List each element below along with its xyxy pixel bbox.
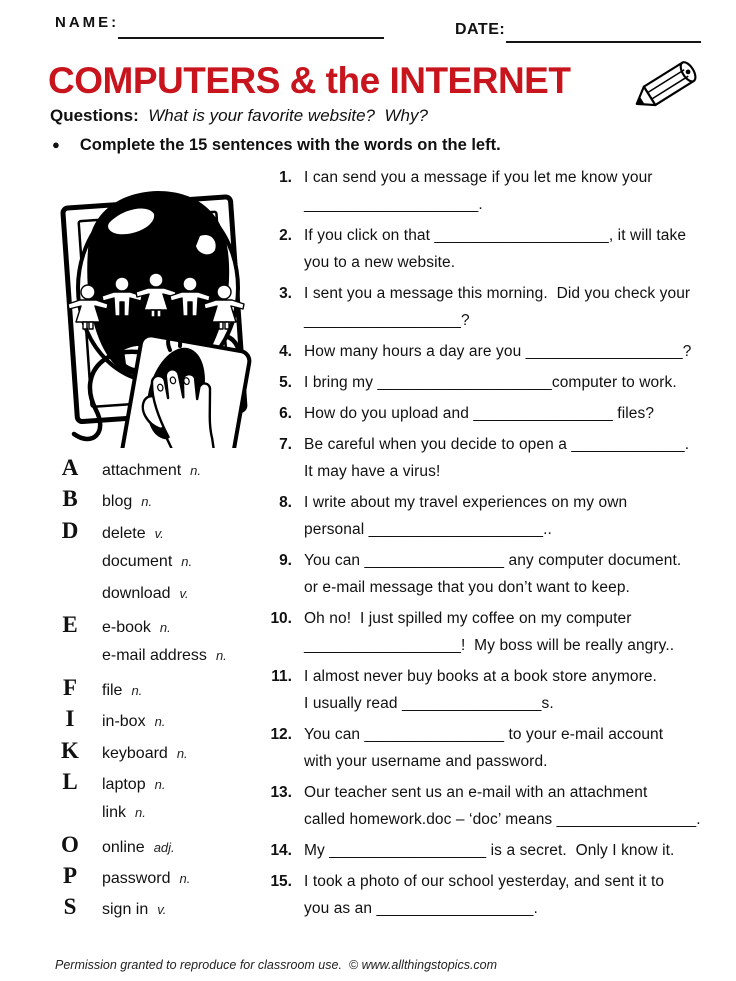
- part-of-speech: n.: [131, 682, 143, 698]
- part-of-speech: v.: [154, 525, 164, 541]
- word-item: [55, 609, 270, 640]
- sentence-line: You can ________________ to your e-mail account: [304, 726, 664, 743]
- word: e-mail address: [102, 647, 207, 665]
- sentence: [262, 489, 712, 543]
- questions-label: Questions:: [50, 106, 139, 125]
- part-of-speech: n.: [159, 619, 171, 635]
- word-item: [55, 891, 270, 922]
- sentence-line: ____________________.: [304, 196, 483, 213]
- sentence: [262, 400, 712, 427]
- sentence-line: __________________! My boss will be really angry..: [304, 637, 675, 654]
- bullet-icon: ●: [52, 137, 60, 152]
- sentence: [262, 779, 712, 833]
- sentence-number: 6.: [279, 405, 292, 422]
- sentence-line: You can ________________ any computer document.: [304, 552, 682, 569]
- sentence-lines: [304, 837, 674, 864]
- sentence-number: 7.: [279, 436, 292, 453]
- word: document: [102, 553, 173, 571]
- word: delete: [102, 524, 146, 542]
- index-letter: P: [62, 863, 78, 889]
- word: link: [102, 804, 127, 822]
- index-letter: S: [63, 894, 77, 920]
- sentence-line: I took a photo of our school yesterday, and sent it to: [304, 873, 665, 890]
- sentence: [262, 721, 712, 775]
- word: e-book: [102, 618, 151, 636]
- sentence: [262, 369, 712, 396]
- index-letter: E: [62, 611, 78, 637]
- part-of-speech: v.: [179, 585, 189, 601]
- sentence: [262, 837, 712, 864]
- sentence-line: personal ____________________..: [304, 521, 552, 538]
- sentence-number: 8.: [279, 494, 292, 511]
- date-blank-line: [506, 41, 701, 43]
- sentence-line: How many hours a day are you __________________?: [304, 343, 692, 360]
- index-letter: B: [62, 486, 78, 512]
- sentence-number: 11.: [271, 668, 292, 685]
- part-of-speech: v.: [157, 902, 167, 918]
- word-item: [55, 483, 270, 514]
- sentence-lines: [304, 164, 653, 218]
- word-item: [55, 452, 270, 483]
- sentence-number: 2.: [279, 227, 292, 244]
- pencil-icon: [628, 58, 706, 112]
- name-blank-line: [118, 37, 384, 39]
- word-item: [55, 829, 270, 860]
- index-letter: D: [61, 517, 79, 543]
- part-of-speech: n.: [176, 745, 188, 761]
- sentence-number: 10.: [270, 610, 292, 627]
- part-of-speech: n.: [135, 805, 146, 821]
- sentence-number: 4.: [279, 343, 292, 360]
- word: file: [102, 681, 123, 699]
- part-of-speech: adj.: [153, 839, 175, 855]
- sentence-lines: [304, 280, 690, 334]
- sentence: [262, 868, 712, 922]
- part-of-speech: n.: [154, 714, 166, 730]
- word-item: [55, 797, 270, 828]
- word: blog: [102, 493, 133, 511]
- sentence-line: you as an __________________.: [304, 900, 538, 917]
- index-letter: F: [62, 674, 78, 700]
- sentence-lines: [304, 489, 627, 543]
- instruction-line: [52, 136, 501, 155]
- sentence-lines: [304, 721, 663, 775]
- sentence-line: you to a new website.: [304, 254, 456, 271]
- index-letter: I: [65, 706, 75, 732]
- sentence-number: 9.: [279, 552, 292, 569]
- sentence-line: I almost never buy books at a book store anymore.: [304, 668, 657, 685]
- index-letter: K: [61, 737, 79, 763]
- part-of-speech: n.: [190, 463, 201, 478]
- sentence-line: I can send you a message if you let me know your: [304, 169, 653, 186]
- footer-text: Permission granted to reproduce for classroom use. © www.allthingstopics.com: [55, 958, 498, 972]
- index-letter: L: [62, 768, 78, 794]
- sentence: [262, 164, 712, 218]
- sentence-line: I write about my travel experiences on my own: [304, 494, 628, 511]
- word-item: [55, 515, 270, 546]
- sentence-lines: [304, 779, 701, 833]
- sentence-number: 3.: [279, 285, 292, 302]
- sentence: [262, 280, 712, 334]
- sentence: [262, 222, 712, 276]
- sentence-number: 14.: [270, 842, 292, 859]
- word: password: [102, 870, 171, 888]
- part-of-speech: n.: [215, 648, 227, 664]
- sentence-line: called homework.doc – ‘doc’ means ________________.: [304, 811, 701, 828]
- sentence-lines: [304, 222, 686, 276]
- sentence-lines: [304, 431, 689, 485]
- sentence: [262, 663, 712, 717]
- date-label: DATE:: [455, 21, 506, 38]
- sentence-line: Our teacher sent us an e-mail with an attachment: [304, 784, 648, 801]
- word-item: [55, 578, 270, 609]
- instruction-text: Complete the 15 sentences with the words on the left.: [79, 136, 501, 154]
- word: in-box: [102, 713, 146, 731]
- part-of-speech: n.: [141, 494, 153, 510]
- globe-mouse-illustration: [58, 170, 268, 448]
- sentence-line: I sent you a message this morning. Did you check your: [304, 285, 691, 302]
- sentence-line: It may have a virus!: [304, 463, 441, 480]
- word: download: [102, 584, 171, 602]
- sentence-line: I bring my ____________________computer to work.: [304, 374, 677, 391]
- sentence-number: 13.: [270, 784, 292, 801]
- part-of-speech: n.: [181, 554, 193, 570]
- word-item: [55, 735, 270, 766]
- sentence-lines: [304, 868, 664, 922]
- sentence-line: with your username and password.: [304, 753, 548, 770]
- word-item: [55, 546, 270, 577]
- sentence-line: My __________________ is a secret. Only I know it.: [304, 842, 675, 859]
- questions-text: What is your favorite website? Why?: [148, 106, 428, 125]
- sentence-lines: [304, 547, 681, 601]
- word: laptop: [102, 775, 146, 793]
- word-item: [55, 672, 270, 703]
- word: sign in: [102, 901, 149, 919]
- sentence-lines: [304, 400, 654, 427]
- sentence-line: Be careful when you decide to open a _____________.: [304, 436, 690, 453]
- sentence: [262, 547, 712, 601]
- sentence-line: Oh no! I just spilled my coffee on my computer: [304, 610, 632, 627]
- word-list: [55, 452, 270, 923]
- sentence-number: 5.: [279, 374, 292, 391]
- sentence-line: How do you upload and ________________ files?: [304, 405, 655, 422]
- sentence-lines: [304, 338, 691, 365]
- page-title: COMPUTERS & the INTERNET: [48, 60, 571, 101]
- word: keyboard: [102, 744, 168, 762]
- questions-line: [50, 106, 428, 126]
- sentence: [262, 605, 712, 659]
- sentence-number: 1.: [279, 169, 292, 186]
- sentence: [262, 338, 712, 365]
- sentence-line: __________________?: [304, 312, 470, 329]
- sentence-number: 12.: [270, 726, 292, 743]
- sentence-list: [262, 164, 712, 926]
- word-item: [55, 766, 270, 797]
- sentence-lines: [304, 605, 674, 659]
- part-of-speech: n.: [179, 871, 191, 887]
- index-letter: A: [61, 455, 79, 480]
- word-item: [55, 703, 270, 734]
- sentence-number: 15.: [270, 873, 292, 890]
- word-item: [55, 860, 270, 891]
- sentence: [262, 431, 712, 485]
- sentence-line: If you click on that ____________________, it will take: [304, 227, 687, 244]
- name-label: NAME:: [55, 14, 120, 31]
- sentence-lines: [304, 663, 657, 717]
- sentence-lines: [304, 369, 677, 396]
- sentence-line: or e-mail message that you don’t want to keep.: [304, 579, 630, 596]
- word: attachment: [102, 462, 182, 479]
- questions-spacer: [139, 106, 148, 125]
- index-letter: O: [61, 831, 79, 857]
- word-item: [55, 640, 270, 671]
- word: online: [102, 838, 145, 856]
- sentence-line: I usually read ________________s.: [304, 695, 554, 712]
- part-of-speech: n.: [154, 776, 166, 792]
